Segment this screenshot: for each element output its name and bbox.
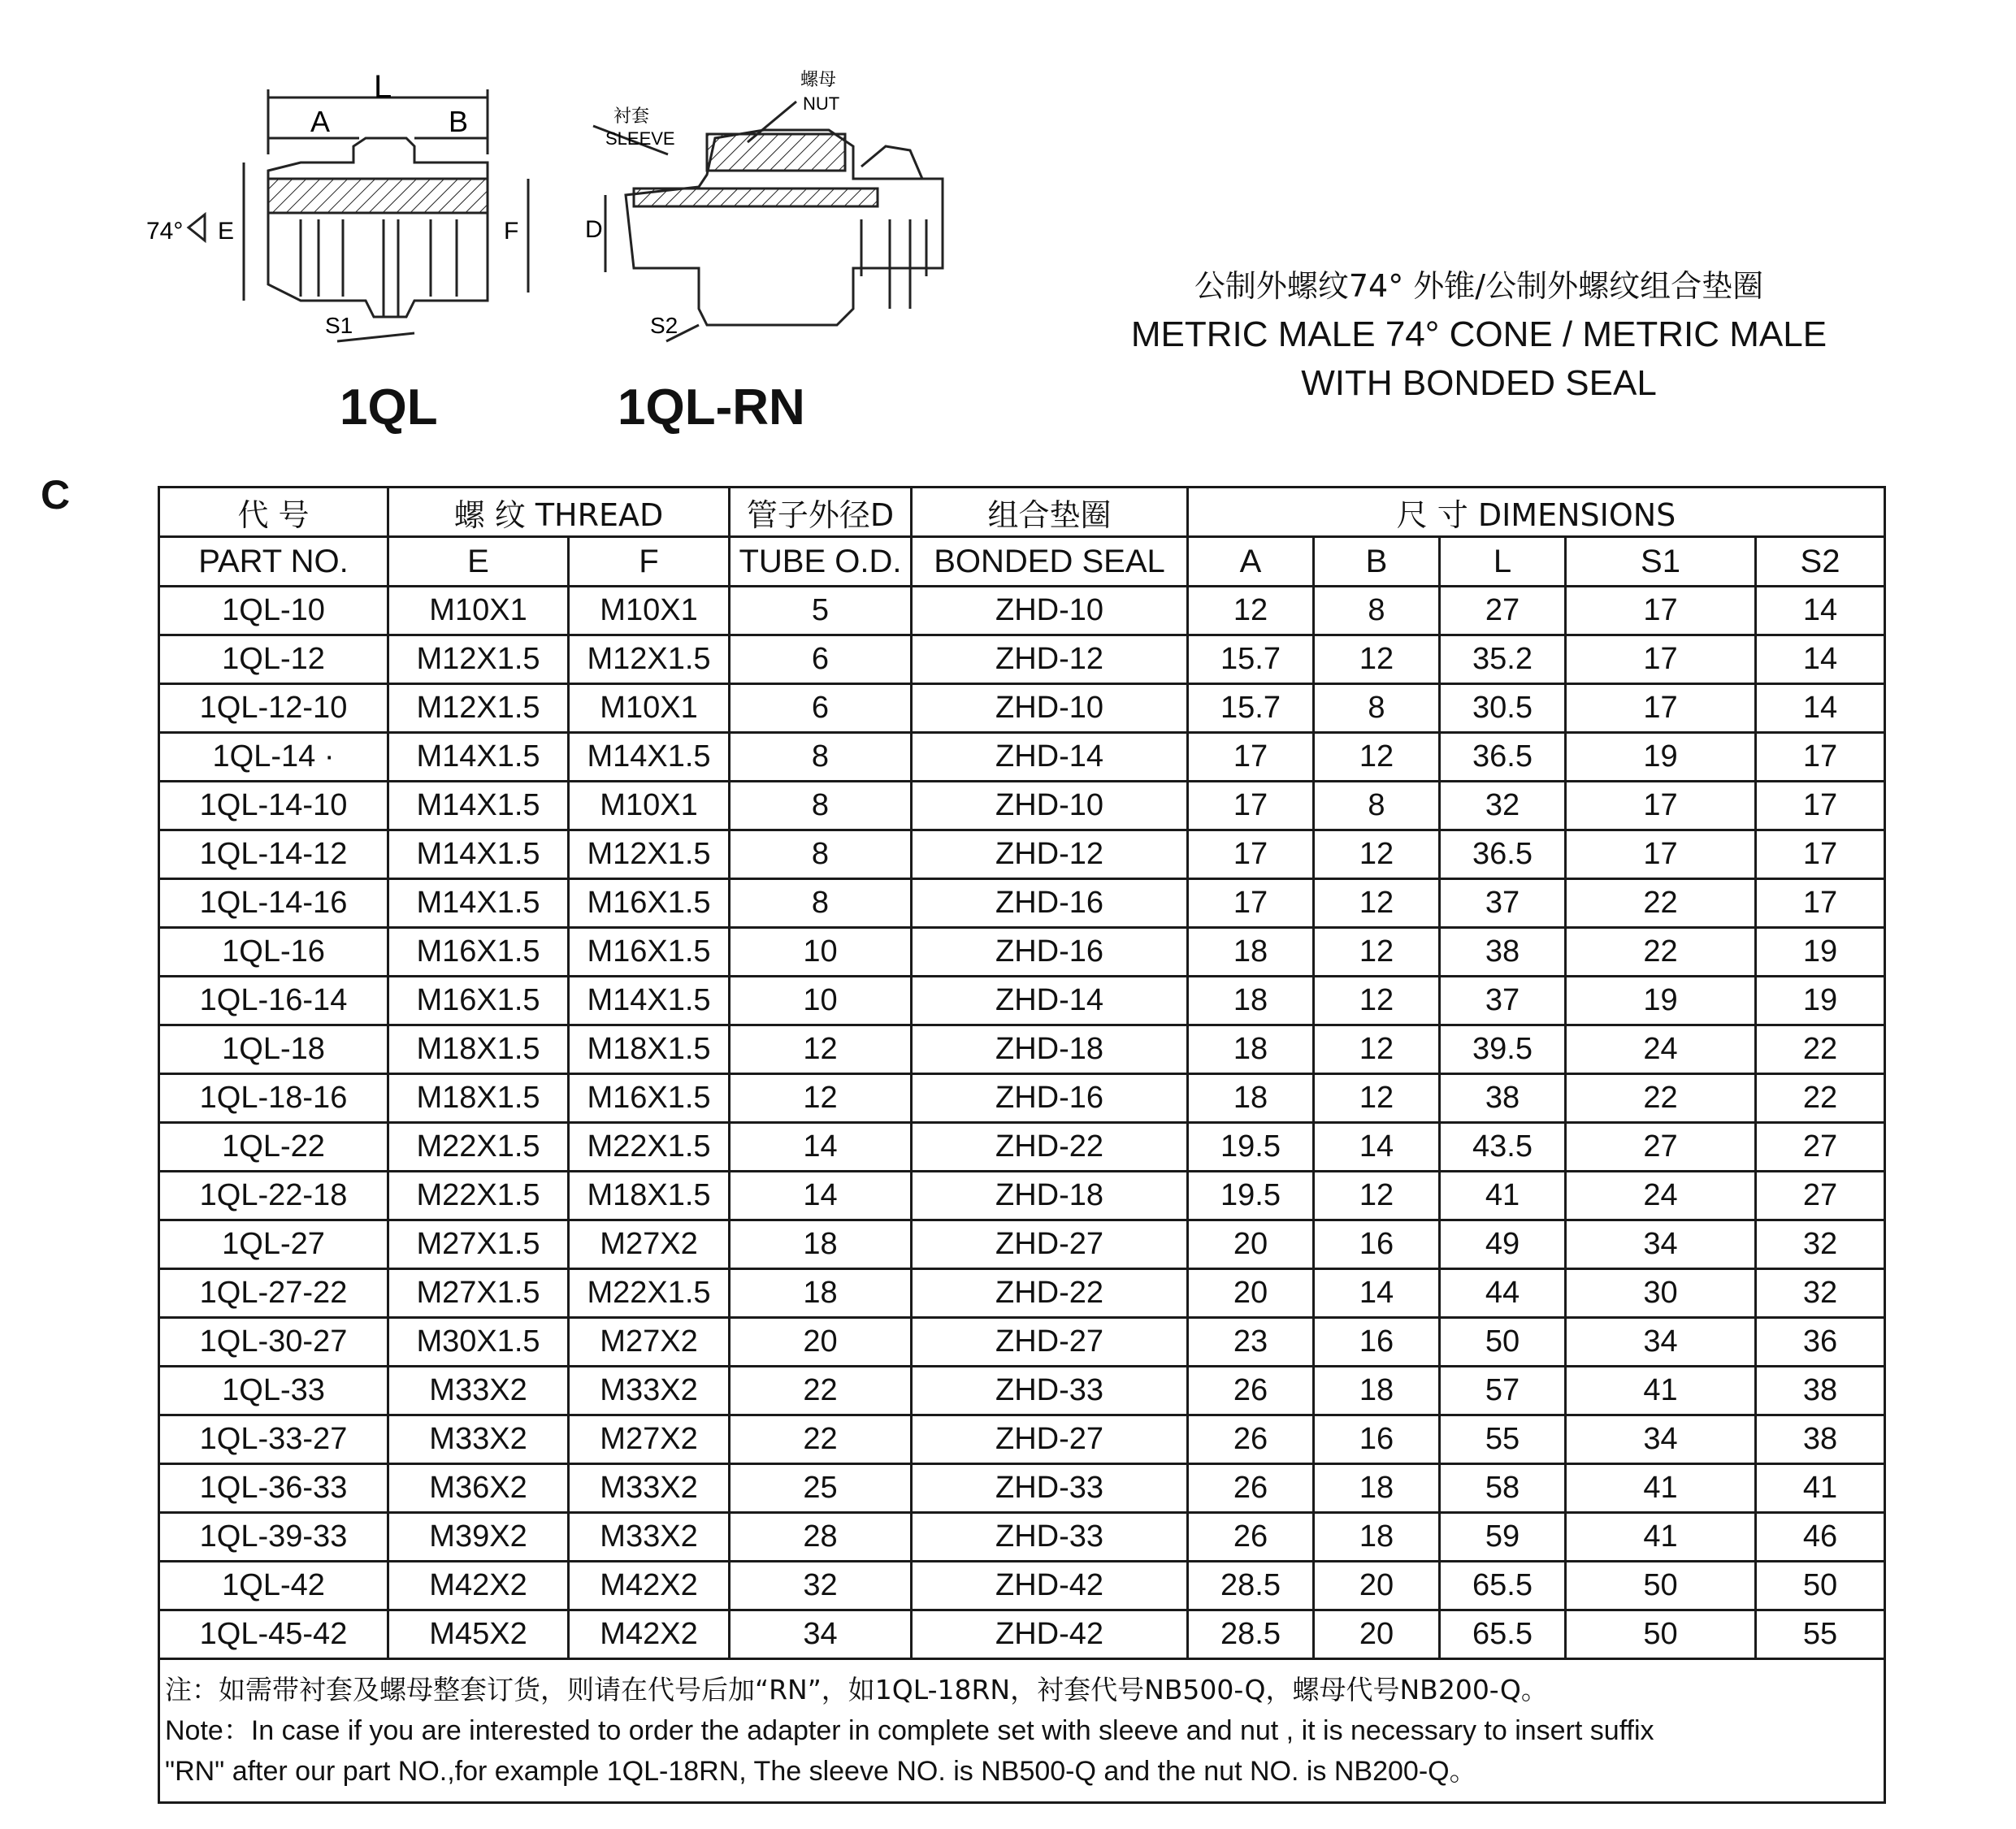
cell-bonded-seal: ZHD-33 — [912, 1367, 1188, 1415]
cell-part-no: 1QL-45-42 — [159, 1610, 388, 1659]
note-english-line-1: Note：In case if you are interested to order the adapter in complete set with sleeve and nut , it is necessary to insert suffix — [165, 1715, 1654, 1746]
cell-dim-s2: 50 — [1756, 1562, 1885, 1610]
cell-tube-od: 34 — [730, 1610, 912, 1659]
spec-table — [158, 486, 1886, 1804]
table-row — [159, 1610, 1885, 1659]
cell-dim-l: 37 — [1440, 977, 1566, 1025]
cell-dim-l: 27 — [1440, 587, 1566, 635]
cell-thread-f: M42X2 — [569, 1562, 730, 1610]
label-angle: 74° — [146, 218, 184, 245]
cell-dim-s1: 30 — [1566, 1269, 1756, 1318]
cell-dim-s1: 50 — [1566, 1562, 1756, 1610]
cell-part-no: 1QL-39-33 — [159, 1513, 388, 1562]
cell-dim-a: 20 — [1188, 1220, 1314, 1269]
cell-dim-s2: 38 — [1756, 1367, 1885, 1415]
cell-dim-s1: 41 — [1566, 1367, 1756, 1415]
cell-dim-s2: 38 — [1756, 1415, 1885, 1464]
cell-dim-s2: 41 — [1756, 1464, 1885, 1513]
cell-tube-od: 25 — [730, 1464, 912, 1513]
header-dimensions: 尺 寸 DIMENSIONS — [1188, 488, 1885, 537]
cell-dim-s1: 22 — [1566, 1074, 1756, 1123]
table-row — [159, 1074, 1885, 1123]
cell-dim-s2: 17 — [1756, 830, 1885, 879]
table-row — [159, 1464, 1885, 1513]
cell-dim-b: 20 — [1314, 1610, 1440, 1659]
cell-thread-e: M10X1 — [388, 587, 569, 635]
cell-bonded-seal: ZHD-33 — [912, 1513, 1188, 1562]
cell-dim-l: 58 — [1440, 1464, 1566, 1513]
cell-tube-od: 8 — [730, 830, 912, 879]
table-row — [159, 1415, 1885, 1464]
cell-part-no: 1QL-30-27 — [159, 1318, 388, 1367]
label-S1: S1 — [325, 313, 353, 338]
cell-dim-l: 30.5 — [1440, 684, 1566, 733]
cell-dim-s1: 50 — [1566, 1610, 1756, 1659]
cell-dim-a: 18 — [1188, 928, 1314, 977]
cell-part-no: 1QL-14-12 — [159, 830, 388, 879]
cell-part-no: 1QL-22-18 — [159, 1172, 388, 1220]
cell-dim-b: 8 — [1314, 782, 1440, 830]
cell-dim-b: 12 — [1314, 977, 1440, 1025]
cell-bonded-seal: ZHD-27 — [912, 1220, 1188, 1269]
cell-dim-s1: 24 — [1566, 1025, 1756, 1074]
cell-bonded-seal: ZHD-10 — [912, 782, 1188, 830]
cell-dim-b: 12 — [1314, 733, 1440, 782]
cell-tube-od: 10 — [730, 928, 912, 977]
cell-bonded-seal: ZHD-42 — [912, 1562, 1188, 1610]
table-row — [159, 1172, 1885, 1220]
cell-dim-s2: 14 — [1756, 635, 1885, 684]
cell-dim-a: 17 — [1188, 879, 1314, 928]
cell-bonded-seal: ZHD-22 — [912, 1269, 1188, 1318]
cell-dim-l: 39.5 — [1440, 1025, 1566, 1074]
cell-dim-l: 65.5 — [1440, 1610, 1566, 1659]
table-row — [159, 928, 1885, 977]
cell-thread-f: M12X1.5 — [569, 635, 730, 684]
header-bonded-seal-cn: 组合垫圈 — [912, 488, 1188, 537]
cell-bonded-seal: ZHD-12 — [912, 830, 1188, 879]
table-row — [159, 830, 1885, 879]
cell-thread-e: M14X1.5 — [388, 782, 569, 830]
header-tube-od-cn: 管子外径D — [730, 488, 912, 537]
cell-bonded-seal: ZHD-16 — [912, 1074, 1188, 1123]
cell-dim-s2: 22 — [1756, 1074, 1885, 1123]
cell-dim-b: 12 — [1314, 1172, 1440, 1220]
cell-thread-e: M42X2 — [388, 1562, 569, 1610]
cell-bonded-seal: ZHD-33 — [912, 1464, 1188, 1513]
table-row — [159, 1367, 1885, 1415]
cell-tube-od: 22 — [730, 1367, 912, 1415]
cell-dim-s1: 22 — [1566, 928, 1756, 977]
cell-thread-e: M14X1.5 — [388, 733, 569, 782]
cell-part-no: 1QL-42 — [159, 1562, 388, 1610]
table-row — [159, 782, 1885, 830]
cell-thread-e: M14X1.5 — [388, 879, 569, 928]
cell-dim-a: 17 — [1188, 830, 1314, 879]
cell-part-no: 1QL-18 — [159, 1025, 388, 1074]
cell-thread-f: M16X1.5 — [569, 879, 730, 928]
cell-part-no: 1QL-12 — [159, 635, 388, 684]
label-nut-en: NUT — [803, 93, 840, 114]
cell-thread-f: M10X1 — [569, 782, 730, 830]
cell-part-no: 1QL-12-10 — [159, 684, 388, 733]
cell-dim-l: 43.5 — [1440, 1123, 1566, 1172]
header-part-no-cn: 代 号 — [159, 488, 388, 537]
cell-dim-l: 59 — [1440, 1513, 1566, 1562]
model-label-1ql: 1QL — [340, 379, 438, 436]
cell-dim-b: 16 — [1314, 1220, 1440, 1269]
cell-dim-l: 55 — [1440, 1415, 1566, 1464]
table-row — [159, 1562, 1885, 1610]
cell-part-no: 1QL-14-16 — [159, 879, 388, 928]
table-header — [159, 488, 1885, 587]
cell-part-no: 1QL-36-33 — [159, 1464, 388, 1513]
cell-dim-a: 26 — [1188, 1367, 1314, 1415]
cell-thread-f: M27X2 — [569, 1415, 730, 1464]
table-row — [159, 879, 1885, 928]
product-title — [1121, 262, 1836, 408]
cell-part-no: 1QL-22 — [159, 1123, 388, 1172]
label-sleeve-en: SLEEVE — [605, 128, 675, 149]
label-B: B — [449, 105, 469, 138]
cell-dim-b: 14 — [1314, 1123, 1440, 1172]
cell-thread-e: M16X1.5 — [388, 977, 569, 1025]
cell-dim-l: 41 — [1440, 1172, 1566, 1220]
cell-dim-s2: 14 — [1756, 587, 1885, 635]
cell-dim-b: 12 — [1314, 879, 1440, 928]
cell-dim-s1: 17 — [1566, 830, 1756, 879]
technical-drawings — [130, 65, 991, 447]
cell-bonded-seal: ZHD-18 — [912, 1172, 1188, 1220]
cell-thread-e: M36X2 — [388, 1464, 569, 1513]
cell-thread-e: M18X1.5 — [388, 1074, 569, 1123]
label-D: D — [585, 216, 603, 243]
cell-dim-a: 26 — [1188, 1415, 1314, 1464]
header-bonded-seal: BONDED SEAL — [912, 537, 1188, 587]
cell-bonded-seal: ZHD-10 — [912, 684, 1188, 733]
cell-dim-b: 16 — [1314, 1318, 1440, 1367]
cell-dim-s2: 17 — [1756, 782, 1885, 830]
cell-dim-l: 50 — [1440, 1318, 1566, 1367]
cell-thread-f: M33X2 — [569, 1513, 730, 1562]
label-nut-cn: 螺母 — [800, 70, 837, 90]
cell-dim-s1: 17 — [1566, 635, 1756, 684]
cell-dim-s2: 32 — [1756, 1220, 1885, 1269]
cell-thread-e: M30X1.5 — [388, 1318, 569, 1367]
cell-thread-e: M33X2 — [388, 1367, 569, 1415]
cell-tube-od: 6 — [730, 635, 912, 684]
cell-dim-b: 8 — [1314, 587, 1440, 635]
cell-dim-a: 19.5 — [1188, 1123, 1314, 1172]
cell-thread-f: M16X1.5 — [569, 928, 730, 977]
cell-dim-l: 44 — [1440, 1269, 1566, 1318]
cell-dim-s1: 19 — [1566, 733, 1756, 782]
table-row — [159, 1318, 1885, 1367]
header-l: L — [1440, 537, 1566, 587]
cell-dim-a: 26 — [1188, 1464, 1314, 1513]
header-thread: 螺 纹 THREAD — [388, 488, 730, 537]
cell-thread-f: M14X1.5 — [569, 733, 730, 782]
cell-dim-b: 12 — [1314, 830, 1440, 879]
cell-tube-od: 20 — [730, 1318, 912, 1367]
cell-thread-e: M22X1.5 — [388, 1172, 569, 1220]
cell-tube-od: 18 — [730, 1220, 912, 1269]
cell-dim-l: 57 — [1440, 1367, 1566, 1415]
cell-dim-a: 12 — [1188, 587, 1314, 635]
cell-dim-l: 49 — [1440, 1220, 1566, 1269]
cell-dim-a: 20 — [1188, 1269, 1314, 1318]
cell-tube-od: 10 — [730, 977, 912, 1025]
cell-thread-f: M12X1.5 — [569, 830, 730, 879]
cell-dim-s2: 32 — [1756, 1269, 1885, 1318]
cell-tube-od: 8 — [730, 733, 912, 782]
cell-bonded-seal: ZHD-27 — [912, 1415, 1188, 1464]
cell-thread-f: M22X1.5 — [569, 1123, 730, 1172]
title-chinese: 公制外螺纹74° 外锥/公制外螺纹组合垫圈 — [1194, 268, 1764, 304]
cell-thread-f: M27X2 — [569, 1318, 730, 1367]
cell-tube-od: 14 — [730, 1123, 912, 1172]
cell-dim-a: 18 — [1188, 1074, 1314, 1123]
cell-bonded-seal: ZHD-14 — [912, 977, 1188, 1025]
cell-tube-od: 22 — [730, 1415, 912, 1464]
cell-bonded-seal: ZHD-12 — [912, 635, 1188, 684]
cell-dim-s2: 27 — [1756, 1172, 1885, 1220]
table-row — [159, 733, 1885, 782]
cell-thread-f: M10X1 — [569, 684, 730, 733]
cell-thread-e: M22X1.5 — [388, 1123, 569, 1172]
cell-thread-e: M14X1.5 — [388, 830, 569, 879]
cell-bonded-seal: ZHD-22 — [912, 1123, 1188, 1172]
title-english-line-1: METRIC MALE 74° CONE / METRIC MALE — [1130, 314, 1827, 354]
cell-dim-b: 12 — [1314, 928, 1440, 977]
fitting-drawings-svg — [130, 65, 991, 447]
cell-bonded-seal: ZHD-27 — [912, 1318, 1188, 1367]
header-f: F — [569, 537, 730, 587]
cell-tube-od: 18 — [730, 1269, 912, 1318]
cell-dim-b: 12 — [1314, 1074, 1440, 1123]
cell-dim-s1: 41 — [1566, 1464, 1756, 1513]
cell-bonded-seal: ZHD-14 — [912, 733, 1188, 782]
cell-dim-b: 8 — [1314, 684, 1440, 733]
cell-dim-l: 38 — [1440, 928, 1566, 977]
cell-dim-s1: 24 — [1566, 1172, 1756, 1220]
cell-thread-f: M16X1.5 — [569, 1074, 730, 1123]
cell-tube-od: 32 — [730, 1562, 912, 1610]
cell-bonded-seal: ZHD-18 — [912, 1025, 1188, 1074]
table-body — [159, 587, 1885, 1659]
cell-dim-l: 36.5 — [1440, 733, 1566, 782]
cell-dim-a: 28.5 — [1188, 1562, 1314, 1610]
table-row — [159, 1123, 1885, 1172]
cell-dim-s1: 17 — [1566, 782, 1756, 830]
cell-bonded-seal: ZHD-16 — [912, 879, 1188, 928]
cell-dim-s1: 41 — [1566, 1513, 1756, 1562]
cell-tube-od: 12 — [730, 1025, 912, 1074]
cell-tube-od: 14 — [730, 1172, 912, 1220]
cell-dim-s1: 17 — [1566, 587, 1756, 635]
cell-dim-s2: 36 — [1756, 1318, 1885, 1367]
drawing-1ql — [189, 89, 528, 341]
cell-dim-l: 32 — [1440, 782, 1566, 830]
model-label-1ql-rn: 1QL-RN — [618, 379, 805, 436]
cell-dim-a: 19.5 — [1188, 1172, 1314, 1220]
cell-thread-f: M27X2 — [569, 1220, 730, 1269]
cell-tube-od: 12 — [730, 1074, 912, 1123]
cell-tube-od: 6 — [730, 684, 912, 733]
cell-dim-b: 18 — [1314, 1464, 1440, 1513]
cell-part-no: 1QL-18-16 — [159, 1074, 388, 1123]
header-s2: S2 — [1756, 537, 1885, 587]
header-s1: S1 — [1566, 537, 1756, 587]
cell-dim-s2: 46 — [1756, 1513, 1885, 1562]
cell-dim-s2: 55 — [1756, 1610, 1885, 1659]
cell-dim-l: 36.5 — [1440, 830, 1566, 879]
cell-dim-s1: 34 — [1566, 1415, 1756, 1464]
cell-tube-od: 28 — [730, 1513, 912, 1562]
cell-thread-e: M39X2 — [388, 1513, 569, 1562]
section-letter: C — [41, 472, 71, 518]
cell-dim-b: 18 — [1314, 1513, 1440, 1562]
cell-dim-s2: 17 — [1756, 879, 1885, 928]
cell-thread-f: M33X2 — [569, 1367, 730, 1415]
cell-dim-s2: 17 — [1756, 733, 1885, 782]
cell-dim-s1: 19 — [1566, 977, 1756, 1025]
cell-dim-s2: 19 — [1756, 928, 1885, 977]
cell-thread-f: M14X1.5 — [569, 977, 730, 1025]
cell-dim-a: 18 — [1188, 1025, 1314, 1074]
note-english-line-2: "RN" after our part NO.,for example 1QL-18RN, The sleeve NO. is NB500-Q and the nut NO. is NB200-Q。 — [165, 1756, 1477, 1787]
cell-thread-e: M27X1.5 — [388, 1269, 569, 1318]
cell-thread-f: M42X2 — [569, 1610, 730, 1659]
cell-part-no: 1QL-27 — [159, 1220, 388, 1269]
cell-thread-e: M16X1.5 — [388, 928, 569, 977]
cell-part-no: 1QL-33-27 — [159, 1415, 388, 1464]
cell-dim-s1: 34 — [1566, 1318, 1756, 1367]
cell-dim-a: 23 — [1188, 1318, 1314, 1367]
cell-dim-a: 18 — [1188, 977, 1314, 1025]
cell-thread-e: M12X1.5 — [388, 635, 569, 684]
cell-thread-e: M12X1.5 — [388, 684, 569, 733]
cell-bonded-seal: ZHD-10 — [912, 587, 1188, 635]
cell-thread-e: M27X1.5 — [388, 1220, 569, 1269]
cell-part-no: 1QL-16 — [159, 928, 388, 977]
cell-dim-s1: 17 — [1566, 684, 1756, 733]
table-row — [159, 1025, 1885, 1074]
cell-thread-f: M18X1.5 — [569, 1172, 730, 1220]
cell-thread-f: M22X1.5 — [569, 1269, 730, 1318]
table-row — [159, 1269, 1885, 1318]
cell-dim-s1: 34 — [1566, 1220, 1756, 1269]
cell-part-no: 1QL-10 — [159, 587, 388, 635]
cell-thread-f: M10X1 — [569, 587, 730, 635]
cell-dim-l: 35.2 — [1440, 635, 1566, 684]
table-row — [159, 684, 1885, 733]
cell-part-no: 1QL-16-14 — [159, 977, 388, 1025]
cell-dim-s2: 27 — [1756, 1123, 1885, 1172]
header-a: A — [1188, 537, 1314, 587]
cell-dim-l: 65.5 — [1440, 1562, 1566, 1610]
table-row — [159, 1513, 1885, 1562]
cell-tube-od: 8 — [730, 782, 912, 830]
cell-dim-a: 17 — [1188, 733, 1314, 782]
title-english-line-2: WITH BONDED SEAL — [1301, 363, 1657, 403]
cell-dim-a: 28.5 — [1188, 1610, 1314, 1659]
cell-bonded-seal: ZHD-16 — [912, 928, 1188, 977]
table-row — [159, 635, 1885, 684]
header-b: B — [1314, 537, 1440, 587]
cell-dim-l: 38 — [1440, 1074, 1566, 1123]
cell-dim-s2: 22 — [1756, 1025, 1885, 1074]
cell-dim-a: 26 — [1188, 1513, 1314, 1562]
table-row — [159, 977, 1885, 1025]
cell-bonded-seal: ZHD-42 — [912, 1610, 1188, 1659]
header-e: E — [388, 537, 569, 587]
cell-thread-f: M33X2 — [569, 1464, 730, 1513]
cell-dim-a: 15.7 — [1188, 635, 1314, 684]
header-part-no: PART NO. — [159, 537, 388, 587]
label-L: L — [374, 69, 392, 105]
cell-part-no: 1QL-27-22 — [159, 1269, 388, 1318]
cell-dim-s2: 19 — [1756, 977, 1885, 1025]
label-F: F — [504, 218, 519, 245]
cell-dim-a: 15.7 — [1188, 684, 1314, 733]
cell-dim-b: 12 — [1314, 635, 1440, 684]
cell-part-no: 1QL-14 · — [159, 733, 388, 782]
cell-dim-s1: 27 — [1566, 1123, 1756, 1172]
table-row — [159, 1220, 1885, 1269]
cell-thread-f: M18X1.5 — [569, 1025, 730, 1074]
cell-dim-b: 20 — [1314, 1562, 1440, 1610]
cell-dim-b: 16 — [1314, 1415, 1440, 1464]
cell-dim-s2: 14 — [1756, 684, 1885, 733]
header-tube-od: TUBE O.D. — [730, 537, 912, 587]
label-A: A — [310, 105, 331, 138]
cell-thread-e: M45X2 — [388, 1610, 569, 1659]
cell-dim-b: 12 — [1314, 1025, 1440, 1074]
cell-thread-e: M18X1.5 — [388, 1025, 569, 1074]
cell-dim-b: 14 — [1314, 1269, 1440, 1318]
cell-dim-a: 17 — [1188, 782, 1314, 830]
label-E: E — [218, 218, 235, 245]
table-row — [159, 587, 1885, 635]
note — [159, 1659, 1885, 1803]
cell-tube-od: 8 — [730, 879, 912, 928]
cell-part-no: 1QL-33 — [159, 1367, 388, 1415]
cell-dim-s1: 22 — [1566, 879, 1756, 928]
cell-dim-l: 37 — [1440, 879, 1566, 928]
label-S2: S2 — [650, 313, 679, 338]
label-sleeve-cn: 衬套 — [613, 106, 650, 127]
note-chinese: 注：如需带衬套及螺母整套订货，则请在代号后加“RN”，如1QL-18RN，衬套代号NB500-Q，螺母代号NB200-Q。 — [165, 1674, 1548, 1705]
cell-part-no: 1QL-14-10 — [159, 782, 388, 830]
cell-dim-b: 18 — [1314, 1367, 1440, 1415]
cell-tube-od: 5 — [730, 587, 912, 635]
cell-thread-e: M33X2 — [388, 1415, 569, 1464]
